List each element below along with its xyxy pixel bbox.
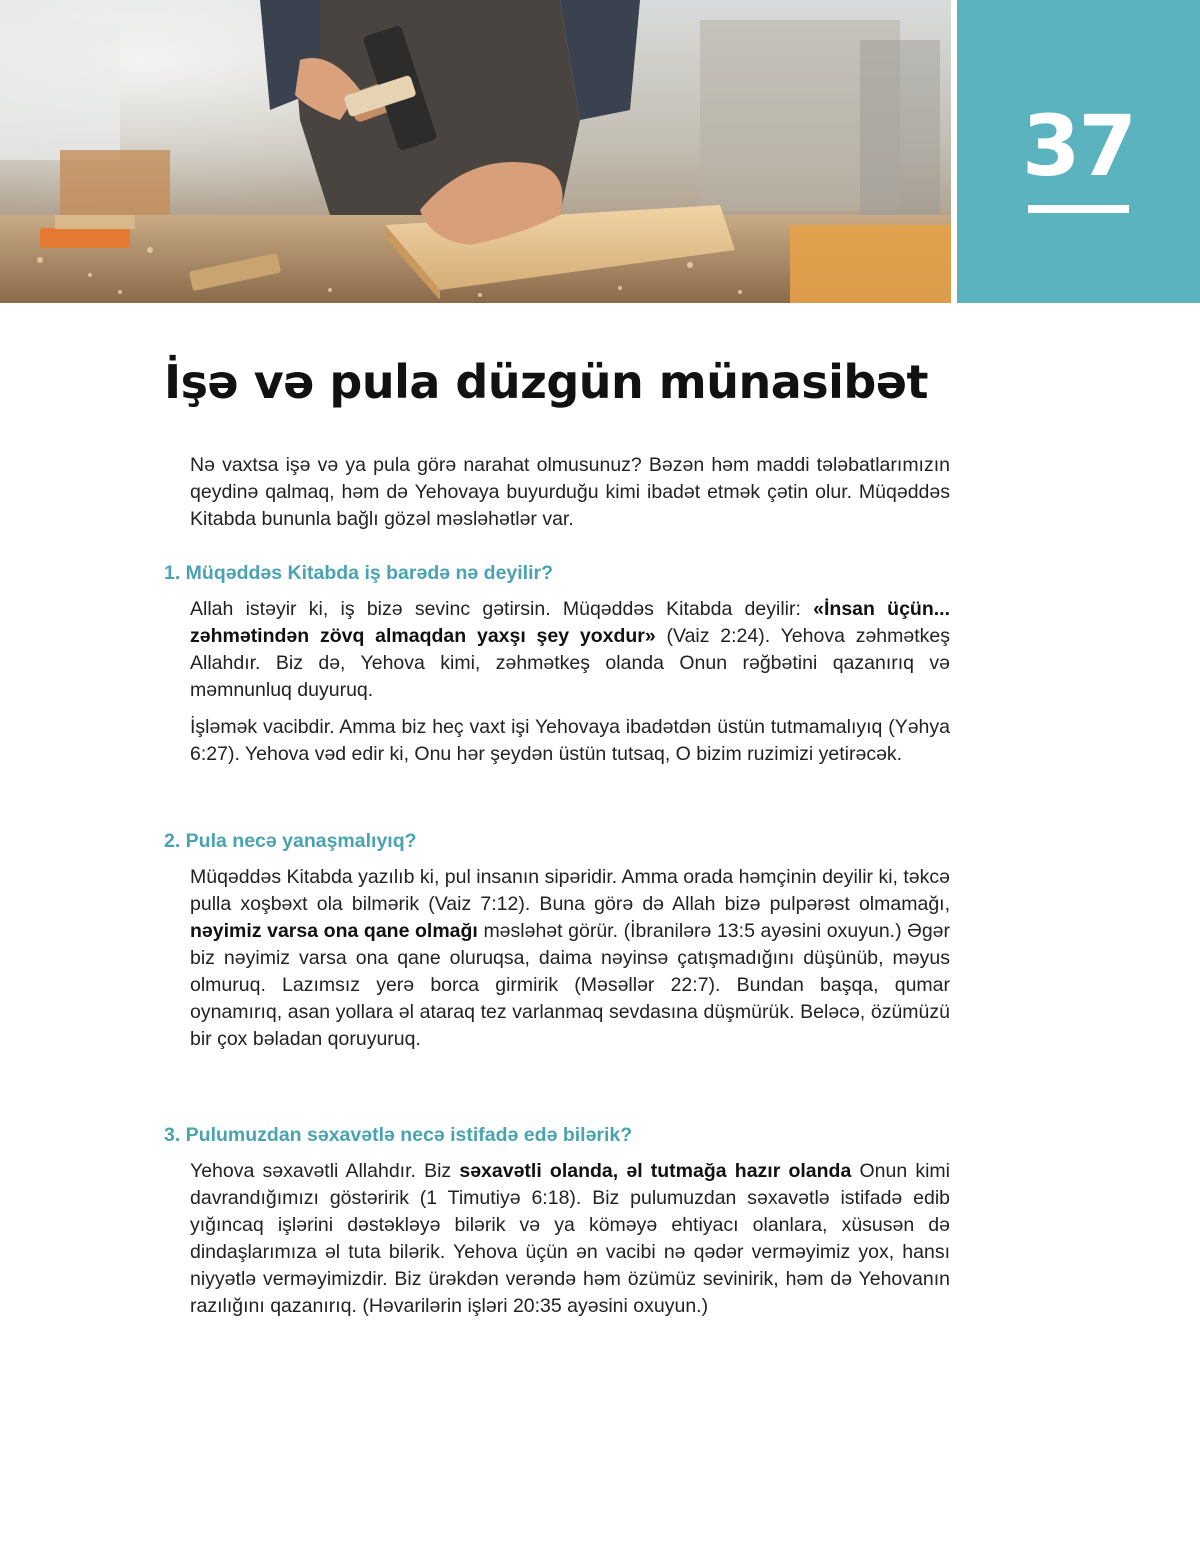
bold-phrase: nəyimiz varsa ona qane olmağı bbox=[190, 920, 478, 942]
chapter-number: 37 bbox=[1022, 97, 1135, 195]
text-run: Allah istəyir ki, iş bizə sevinc gətirsin. Müqəddəs Kitabda deyilir: bbox=[190, 598, 814, 620]
page-title: İşə və pula düzgün münasibət bbox=[164, 355, 929, 409]
text-run: Onun kimi davrandığımızı göstəririk (1 Timutiyə 6:18). Biz pulumuzdan səxavətlə istifadə edib yığıncaq işlərini dəstəkləyə bilərik və ya köməyə ehtiyacı olanlara, xüsusən də dindaşlarımıza əl tuta bilərik. Yehova üçün ən vacibi nə qədər verməyimiz yox, hansı niyyətlə verməyimizdir. Biz ürəkdən verəndə həm özümüz sevinirik, həm də Yehovanın razılığını qazanırıq. (Həvarilərin işləri 20:35 ayəsini oxuyun.) bbox=[190, 1160, 951, 1317]
chapter-badge bbox=[957, 0, 1200, 303]
section-3-paragraph-1 bbox=[190, 1158, 950, 1320]
bold-phrase: səxavətli olanda, əl tutmağa hazır olanda bbox=[459, 1160, 852, 1182]
text-run: məsləhət görür. (İbranilərə 13:5 ayəsini oxuyun.) Əgər biz nəyimiz varsa ona qane oluruqsa, daima nəyinsə çatışmadığını düşünüb, məyus olmuruq. Lazımsız yerə borca girmirik (Məsəllər 22:7). Bundan başqa, qumar oynamırıq, asan yollara əl ataraq tez varlanmaq sevdasına düşmürük. Beləcə, özümüzü bir çox bəladan qoruyuruq. bbox=[190, 920, 951, 1050]
section-1-body bbox=[190, 596, 950, 768]
section-2-paragraph-1 bbox=[190, 864, 950, 1053]
intro-block bbox=[190, 452, 950, 533]
intro-paragraph: Nə vaxtsa işə və ya pula görə narahat olmusunuz? Bəzən həm maddi tələbatlarımızın qeydinə qalmaq, həm də Yehovaya buyurduğu kimi ibadət etmək çətin olur. Müqəddəs Kitabda bununla bağlı gözəl məsləhətlər var. bbox=[190, 454, 950, 530]
section-1-paragraph-1 bbox=[190, 596, 950, 704]
section-3-body bbox=[190, 1158, 950, 1320]
bold-quote: «İnsan üçün... zəhmətindən zövq almaqdan yaxşı şey yoxdur» bbox=[190, 598, 950, 647]
carpenter-hammering-wood-photo bbox=[0, 0, 951, 303]
question-2: 2. Pula necə yanaşmalıyıq? bbox=[164, 830, 417, 852]
header-photo bbox=[0, 0, 951, 303]
chapter-underline bbox=[1028, 205, 1129, 213]
text-run: (Vaiz 2:24). Yehova zəhmətkeş Allahdır. Biz də, Yehova kimi, zəhmətkeş olanda Onun rəğbətini qazanırıq və məmnunluq duyuruq. bbox=[190, 625, 950, 701]
section-1-paragraph-2: İşləmək vacibdir. Amma biz heç vaxt işi Yehovaya ibadətdən üstün tutmamalıyıq (Yəhya 6:27). Yehova vəd edir ki, Onu hər şeydən üstün tutsaq, O bizim ruzimizi yetirəcək. bbox=[190, 716, 950, 765]
text-run: Yehova səxavətli Allahdır. Biz bbox=[190, 1160, 460, 1182]
section-2-body bbox=[190, 864, 950, 1053]
text-run: Müqəddəs Kitabda yazılıb ki, pul insanın sipəridir. Amma orada həmçinin deyilir ki, təkcə pulla xoşbəxt ola bilmərik (Vaiz 7:12). Buna görə də Allah bizə pulpərəst olmamağı, bbox=[190, 866, 950, 915]
question-3: 3. Pulumuzdan səxavətlə necə istifadə edə bilərik? bbox=[164, 1124, 633, 1146]
question-1: 1. Müqəddəs Kitabda iş barədə nə deyilir? bbox=[164, 562, 554, 584]
